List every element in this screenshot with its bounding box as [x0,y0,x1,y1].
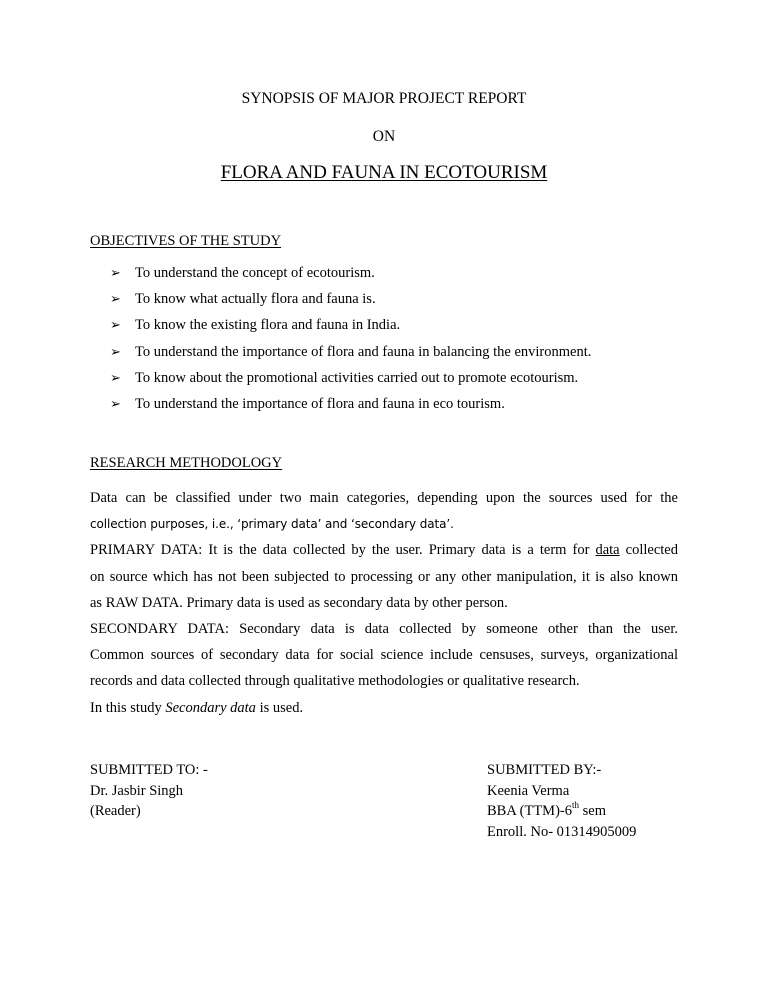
list-item [110,316,591,342]
primary-data-line2: on source which has not been subjected to processing or any other manipulation, it is also known [90,568,678,585]
arrow-bullet-icon: ➢ [110,317,121,333]
methodology-body [90,485,678,721]
conclusion-emphasis: Secondary data [165,699,256,716]
submitted-by-label: SUBMITTED BY:- [487,762,602,778]
conclusion-line [90,695,678,721]
submitted-to-label: SUBMITTED TO: - [90,762,208,778]
list-item [110,369,591,395]
secondary-data-line3: records and data collected through qualitative methodologies or qualitative research. [90,673,580,690]
objectives-list [110,264,591,421]
submitted-by-name: Keenia Verma [487,782,570,799]
methodology-heading: RESEARCH METHODOLOGY [90,455,283,471]
objective-text: To know the existing flora and fauna in India. [135,317,401,334]
secondary-data-line1: SECONDARY DATA: Secondary data is data collected by someone other than the user. [90,621,678,638]
report-main-title: FLORA AND FAUNA IN ECOTOURISM [220,162,548,183]
intro-line2: collection purposes, i.e., ‘primary data’ and ‘secondary data’. [90,517,454,532]
arrow-bullet-icon: ➢ [110,343,121,359]
submitted-to-block [90,760,208,822]
objective-text: To understand the importance of flora and fauna in balancing the environment. [135,343,592,360]
primary-data-line1 [90,537,678,563]
intro-line1: Data can be classified under two main categories, depending upon the sources used for the [90,490,678,506]
primary-text-end: collected [619,542,678,559]
list-item [110,290,591,316]
conclusion-text-end: is used. [255,699,304,716]
report-title-line1: SYNOPSIS OF MAJOR PROJECT REPORT [241,90,527,107]
submitted-by-enroll: Enroll. No- 01314905009 [487,823,637,840]
arrow-bullet-icon: ➢ [110,369,121,385]
submitted-by-block [487,760,636,842]
objective-text: To understand the importance of flora and fauna in eco tourism. [135,395,505,412]
secondary-data-line2: Common sources of secondary data for social science include censuses, surveys, organizational [90,647,678,664]
report-title-line2: ON [372,128,396,145]
submitted-to-role: (Reader) [90,803,141,819]
list-item [110,343,591,369]
primary-text: PRIMARY DATA: It is the data collected by the user. Primary data is a term for [90,542,596,559]
list-item [110,264,591,290]
arrow-bullet-icon: ➢ [110,265,121,280]
arrow-bullet-icon: ➢ [110,291,121,307]
course-text: BBA (TTM)-6 [487,803,572,819]
objective-text: To know about the promotional activities carried out to promote ecotourism. [135,369,579,386]
course-superscript: th [571,800,579,811]
course-text-end: sem [579,803,606,819]
submitted-to-name: Dr. Jasbir Singh [90,782,184,799]
data-link[interactable]: data [595,542,620,559]
conclusion-text: In this study [90,699,166,716]
arrow-bullet-icon: ➢ [110,395,121,411]
objectives-heading: OBJECTIVES OF THE STUDY [90,233,282,249]
list-item [110,395,591,421]
objective-text: To understand the concept of ecotourism. [135,265,375,281]
submitted-by-course [487,801,636,822]
objective-text: To know what actually flora and fauna is. [135,291,376,308]
primary-data-line3: as RAW DATA. Primary data is used as secondary data by other person. [90,594,508,611]
